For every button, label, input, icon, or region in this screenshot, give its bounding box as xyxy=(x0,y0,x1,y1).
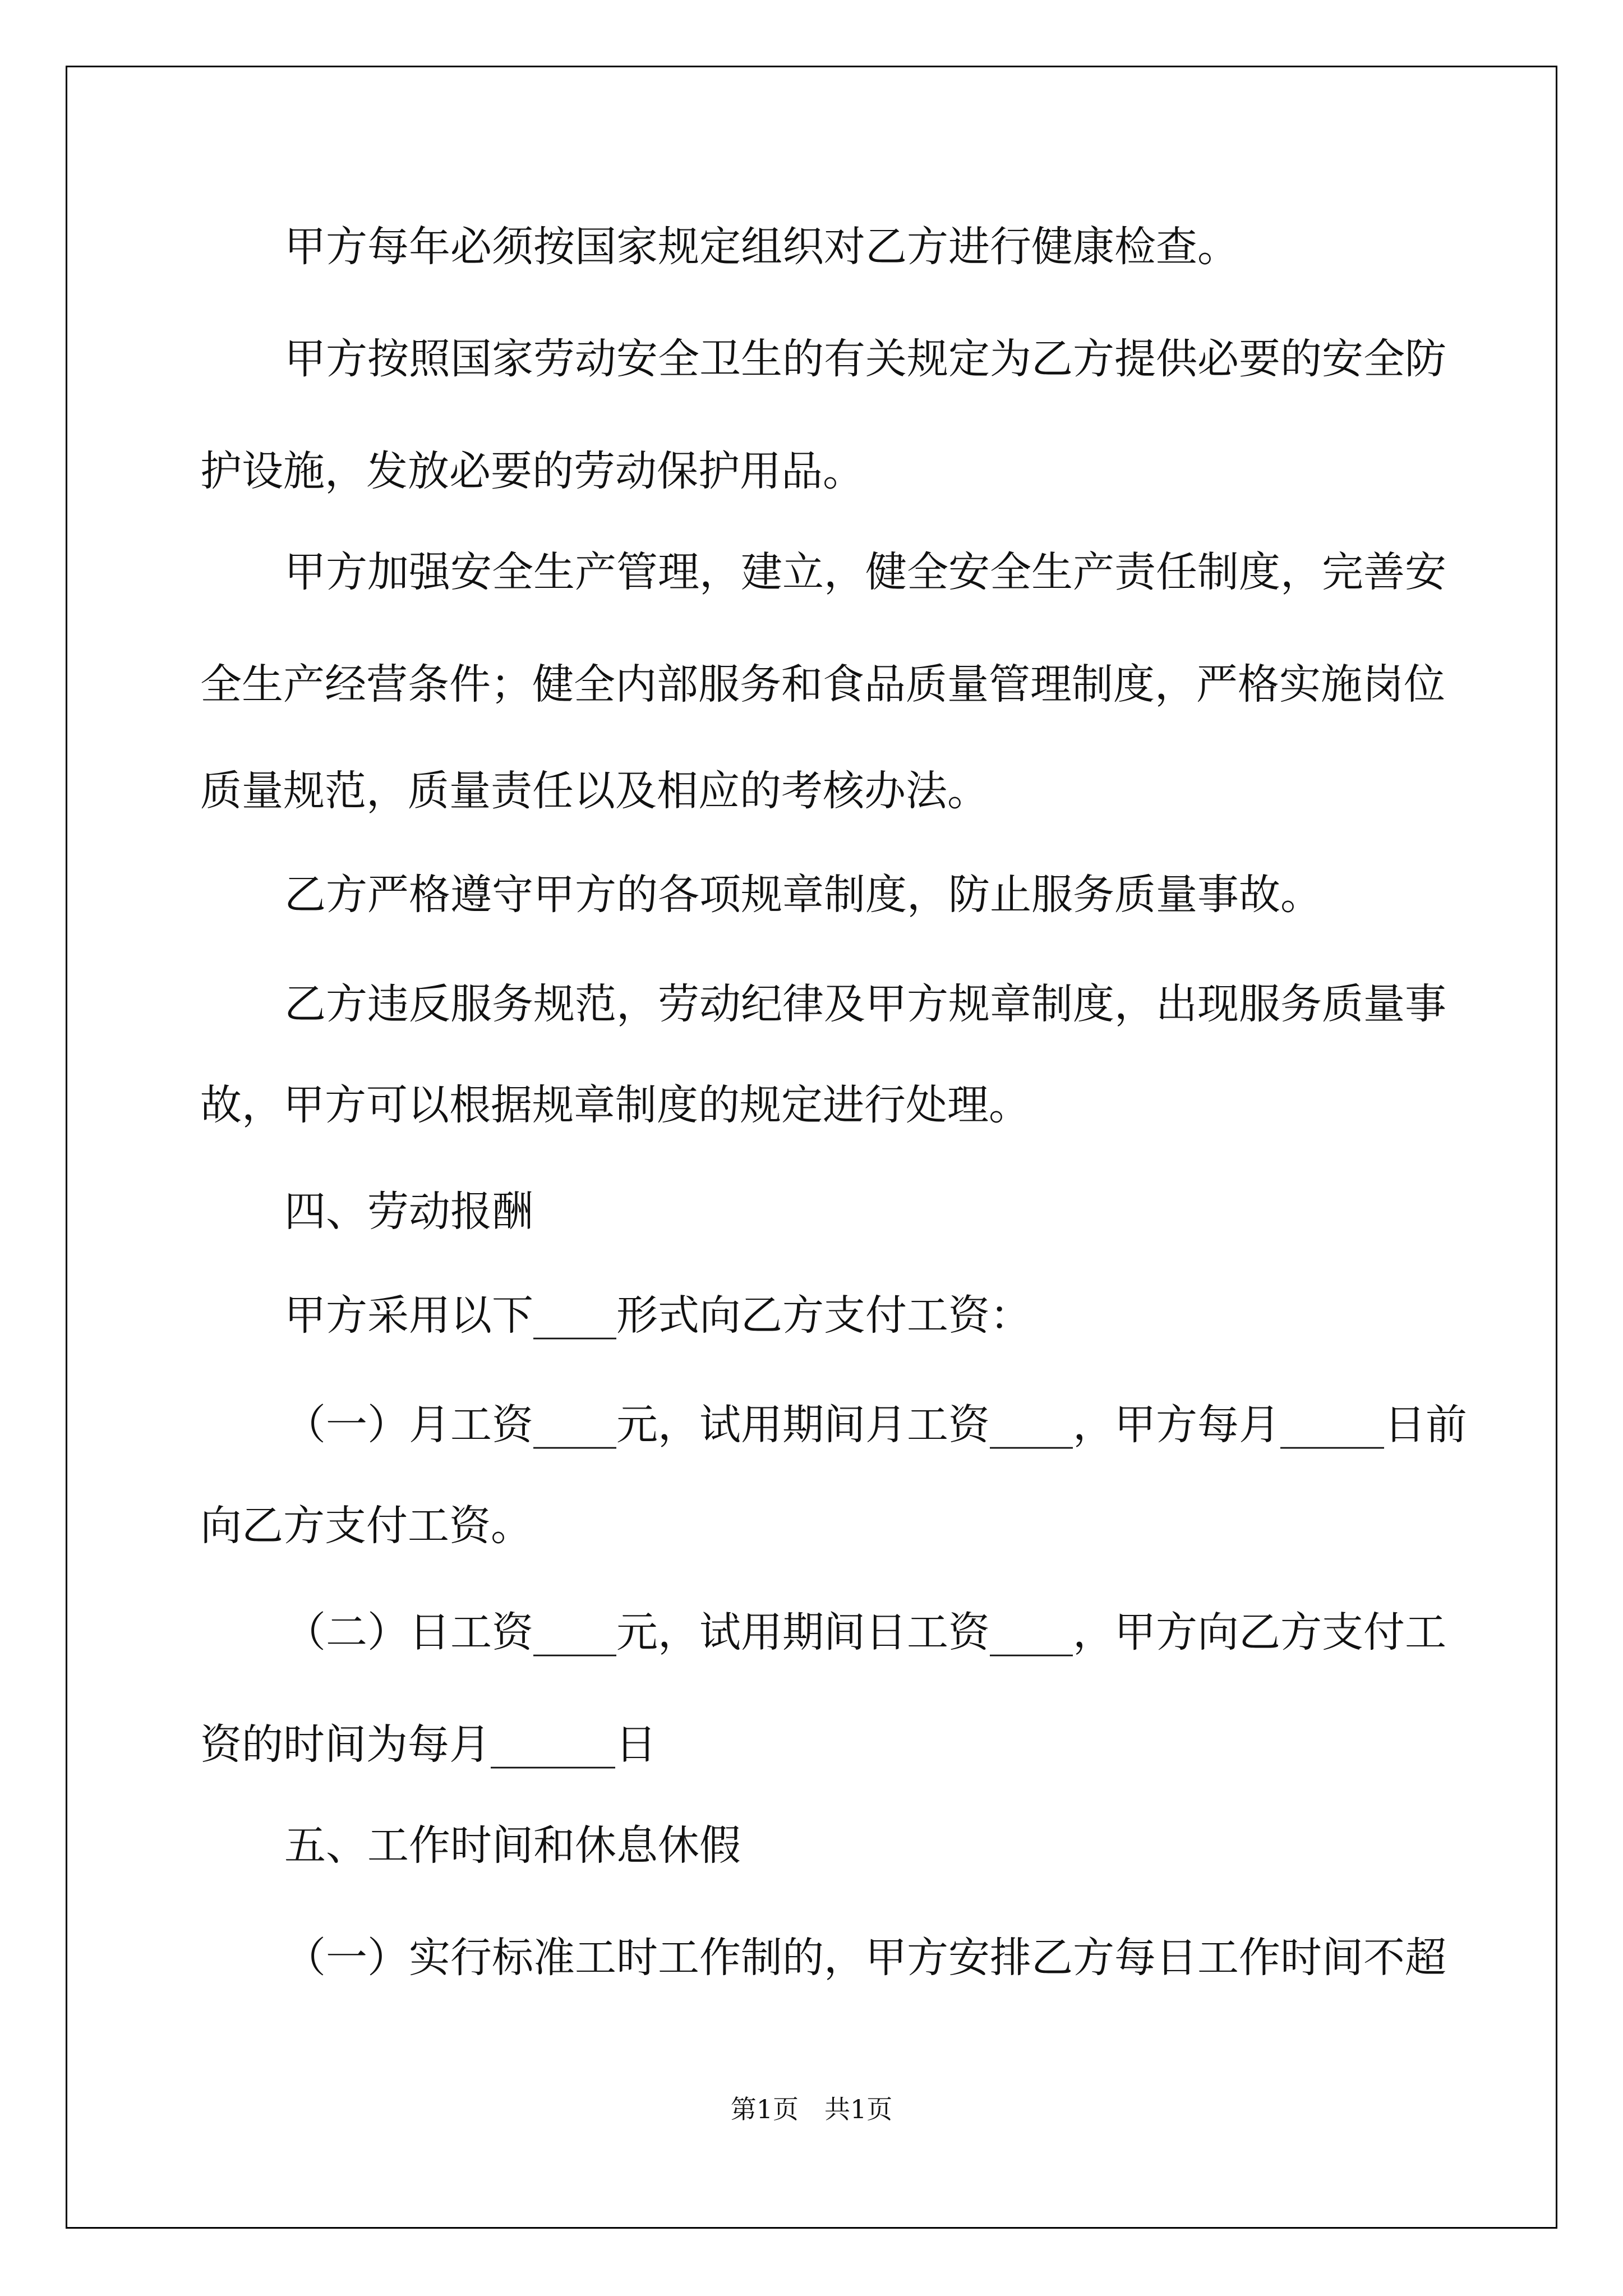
section-heading: 四、劳动报酬 xyxy=(284,1188,533,1236)
paragraph-line: 质量规范，质量责任以及相应的考核办法。 xyxy=(200,767,989,815)
paragraph-line: （二）日工资____元，试用期间日工资____，甲方向乙方支付工 xyxy=(284,1608,1446,1657)
paragraph-line: 甲方加强安全生产管理，建立，健全安全生产责任制度，完善安 xyxy=(284,548,1446,596)
page-footer: 第1页 共1页 xyxy=(730,2094,893,2124)
paragraph-line: 全生产经营条件；健全内部服务和食品质量管理制度，严格实施岗位 xyxy=(200,660,1445,708)
section-heading: 五、工作时间和休息休假 xyxy=(284,1821,741,1870)
paragraph-line: 甲方按照国家劳动安全卫生的有关规定为乙方提供必要的安全防 xyxy=(284,335,1446,383)
paragraph-line: 资的时间为每月______日 xyxy=(200,1720,657,1769)
paragraph-line: 甲方采用以下____形式向乙方支付工资： xyxy=(284,1291,1031,1340)
paragraph-line: 护设施，发放必要的劳动保护用品。 xyxy=(200,447,864,495)
paragraph-line: 故，甲方可以根据规章制度的规定进行处理。 xyxy=(200,1081,1030,1129)
paragraph-line: （一）月工资____元，试用期间月工资____，甲方每月_____日前 xyxy=(284,1401,1467,1449)
paragraph-line: （一）实行标准工时工作制的，甲方安排乙方每日工作时间不超 xyxy=(284,1934,1446,1982)
paragraph-line: 甲方每年必须按国家规定组织对乙方进行健康检查。 xyxy=(284,223,1239,271)
paragraph-line: 乙方违反服务规范，劳动纪律及甲方规章制度，出现服务质量事 xyxy=(284,980,1446,1028)
paragraph-line: 乙方严格遵守甲方的各项规章制度，防止服务质量事故。 xyxy=(284,871,1322,919)
page-border xyxy=(66,66,1557,2229)
paragraph-line: 向乙方支付工资。 xyxy=(200,1502,532,1550)
